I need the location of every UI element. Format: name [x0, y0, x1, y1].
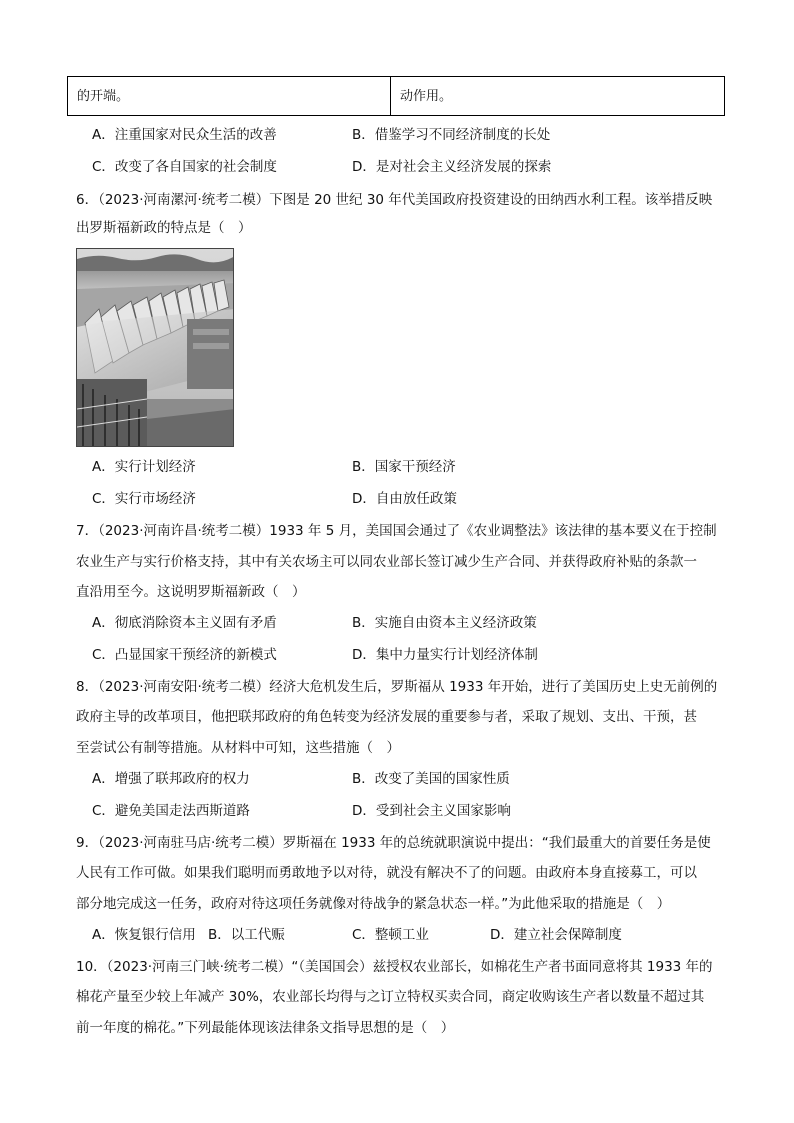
q9-option-d[interactable]: D．建立社会保障制度 — [490, 927, 622, 943]
q7-option-a[interactable]: A．彻底消除资本主义固有矛盾 — [92, 615, 277, 631]
q8-stem-line-2: 政府主导的改革项目，他把联邦政府的角色转变为经济发展的重要参与者，采取了规划、支出、干预，甚 — [76, 709, 697, 725]
table-cell-left: 的开端。 — [68, 77, 391, 115]
q9-stem-line-2: 人民有工作可做。如果我们聪明而勇敢地予以对待，就没有解决不了的问题。由政府本身直接募工，可以 — [76, 865, 697, 881]
q10-stem-line-1: 10．（2023·河南三门峡·统考二模）“（美国国会）兹授权农业部长，如棉花生产者书面同意将其 1933 年的 — [76, 959, 713, 975]
q7-stem-line-1: 7．（2023·河南许昌·统考二模）1933 年 5 月，美国国会通过了《农业调整法》该法律的基本要义在于控制 — [76, 523, 717, 539]
q6-stem-line-2: 出罗斯福新政的特点是（ ） — [76, 220, 252, 236]
q9-option-a[interactable]: A．恢复银行信用 — [92, 927, 196, 943]
q7-option-d[interactable]: D．集中力量实行计划经济体制 — [352, 647, 538, 663]
q10-stem-line-2: 棉花产量至少较上年减产 30%，农业部长均得与之订立特权买卖合同，商定收购该生产者以数量不超过其 — [76, 989, 705, 1005]
q9-stem-line-1: 9．（2023·河南驻马店·统考二模）罗斯福在 1933 年的总统就职演说中提出：“我们最重大的首要任务是使 — [76, 835, 711, 851]
answer-table-row — [67, 76, 725, 116]
q9-option-b[interactable]: B．以工代赈 — [208, 927, 285, 943]
q8-option-b[interactable]: B．改变了美国的国家性质 — [352, 771, 510, 787]
q10-stem-line-3: 前一年度的棉花。”下列最能体现该法律条文指导思想的是（ ） — [76, 1020, 455, 1036]
q7-stem-line-2: 农业生产与实行价格支持，其中有关农场主可以同农业部长签订减少生产合同、并获得政府补贴的条款一 — [76, 554, 697, 570]
q5-option-b[interactable]: B．借鉴学习不同经济制度的长处 — [352, 127, 551, 143]
q6-stem-line-1: 6．（2023·河南漯河·统考二模）下图是 20 世纪 30 年代美国政府投资建设的田纳西水利工程。该举措反映 — [76, 192, 713, 208]
table-cell-right: 动作用。 — [400, 89, 453, 104]
q7-option-b[interactable]: B．实施自由资本主义经济政策 — [352, 615, 537, 631]
q7-stem-line-3: 直沿用至今。这说明罗斯福新政（ ） — [76, 584, 306, 600]
q9-stem-line-3: 部分地完成这一任务，政府对待这项任务就像对待战争的紧急状态一样。”为此他采取的措施是（ ） — [76, 896, 671, 912]
tennessee-dam-photo — [76, 248, 234, 447]
q9-option-c[interactable]: C．整顿工业 — [352, 927, 429, 943]
q5-option-a[interactable]: A．注重国家对民众生活的改善 — [92, 127, 277, 143]
q8-option-a[interactable]: A．增强了联邦政府的权力 — [92, 771, 250, 787]
q5-option-c[interactable]: C．改变了各自国家的社会制度 — [92, 159, 277, 175]
q6-option-b[interactable]: B．国家干预经济 — [352, 459, 456, 475]
q7-option-c[interactable]: C．凸显国家干预经济的新模式 — [92, 647, 277, 663]
q8-stem-line-3: 至尝试公有制等措施。从材料中可知，这些措施（ ） — [76, 740, 400, 756]
q6-option-c[interactable]: C．实行市场经济 — [92, 491, 196, 507]
q8-stem-line-1: 8．（2023·河南安阳·统考二模）经济大危机发生后，罗斯福从 1933 年开始，进行了美国历史上史无前例的 — [76, 679, 718, 695]
q5-option-d[interactable]: D．是对社会主义经济发展的探索 — [352, 159, 552, 175]
q6-option-a[interactable]: A．实行计划经济 — [92, 459, 196, 475]
q8-option-d[interactable]: D．受到社会主义国家影响 — [352, 803, 511, 819]
q6-option-d[interactable]: D．自由放任政策 — [352, 491, 457, 507]
q8-option-c[interactable]: C．避免美国走法西斯道路 — [92, 803, 250, 819]
